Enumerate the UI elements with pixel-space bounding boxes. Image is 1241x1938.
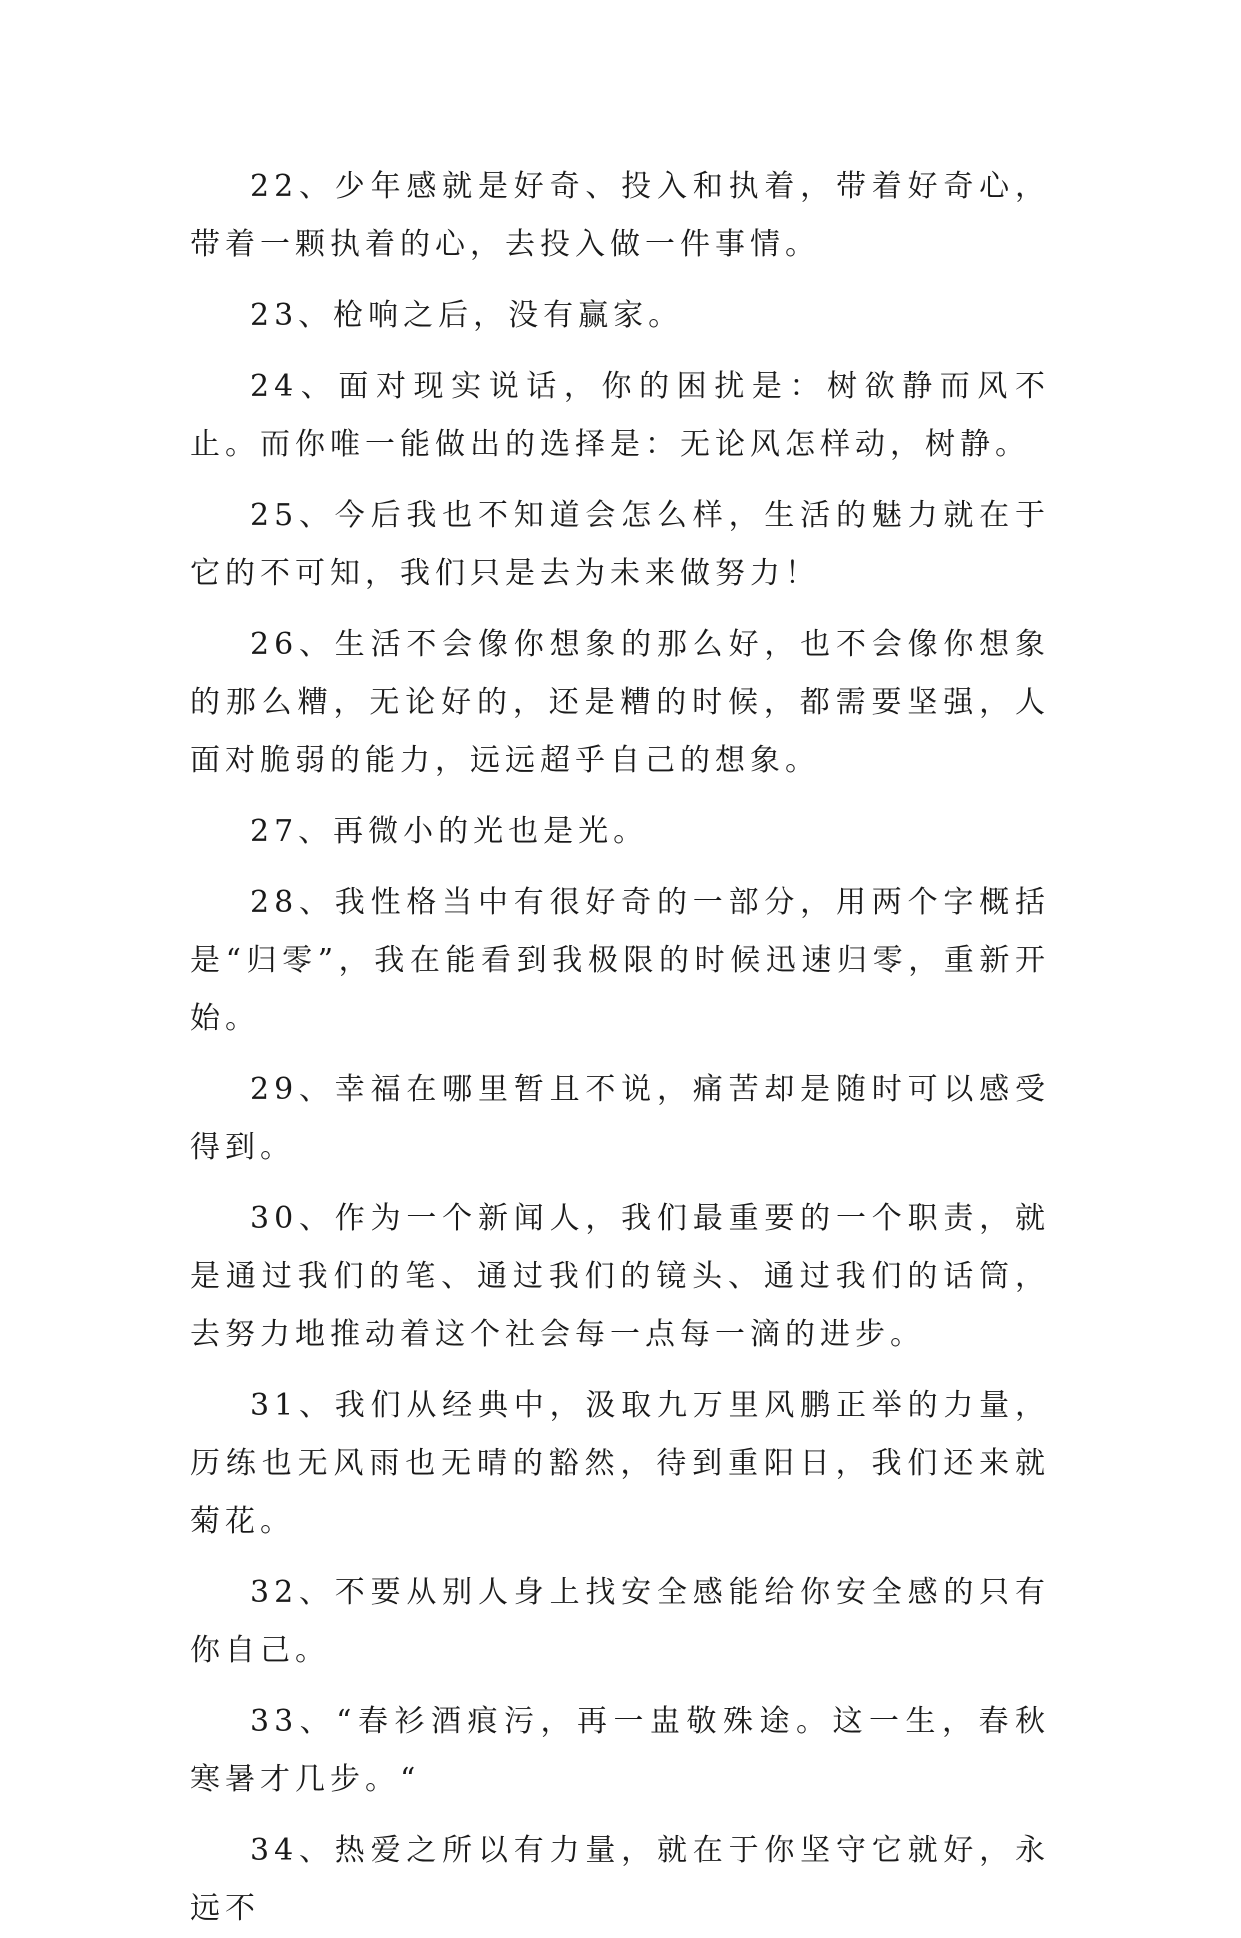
paragraph-31: 31、我们从经典中，汲取九万里风鹏正举的力量，历练也无风雨也无晴的豁然，待到重阳日，我们还来就菊花。 [190,1388,1050,1539]
paragraph-26: 26、生活不会像你想象的那么好，也不会像你想象的那么糟，无论好的，还是糟的时候，都需要坚强，人面对脆弱的能力，远远超乎自己的想象。 [190,627,1050,778]
paragraph-25: 25、今后我也不知道会怎么样，生活的魅力就在于它的不可知，我们只是去为未来做努力！ [190,498,1050,591]
paragraph-24: 24、面对现实说话，你的困扰是：树欲静而风不止。而你唯一能做出的选择是：无论风怎样动，树静。 [190,369,1050,462]
paragraph-27: 27、再微小的光也是光。 [250,814,649,849]
paragraph-22: 22、少年感就是好奇、投入和执着，带着好奇心，带着一颗执着的心，去投入做一件事情。 [190,169,1050,262]
paragraph-33: 33、“春衫酒痕污，再一盅敬殊途。这一生，春秋寒暑才几步。“ [190,1704,1050,1797]
document-page [190,158,1050,1938]
paragraph-34: 34、热爱之所以有力量，就在于你坚守它就好，永远不 [190,1833,1050,1926]
paragraph-29: 29、幸福在哪里暂且不说，痛苦却是随时可以感受得到。 [190,1072,1050,1165]
paragraph-30: 30、作为一个新闻人，我们最重要的一个职责，就是通过我们的笔、通过我们的镜头、通过我们的话筒，去努力地推动着这个社会每一点每一滴的进步。 [190,1201,1050,1352]
paragraph-23: 23、枪响之后，没有赢家。 [250,298,684,333]
paragraph-28: 28、我性格当中有很好奇的一部分，用两个字概括是“归零”，我在能看到我极限的时候迅速归零，重新开始。 [190,885,1050,1036]
paragraph-32: 32、不要从别人身上找安全感能给你安全感的只有你自己。 [190,1575,1050,1668]
